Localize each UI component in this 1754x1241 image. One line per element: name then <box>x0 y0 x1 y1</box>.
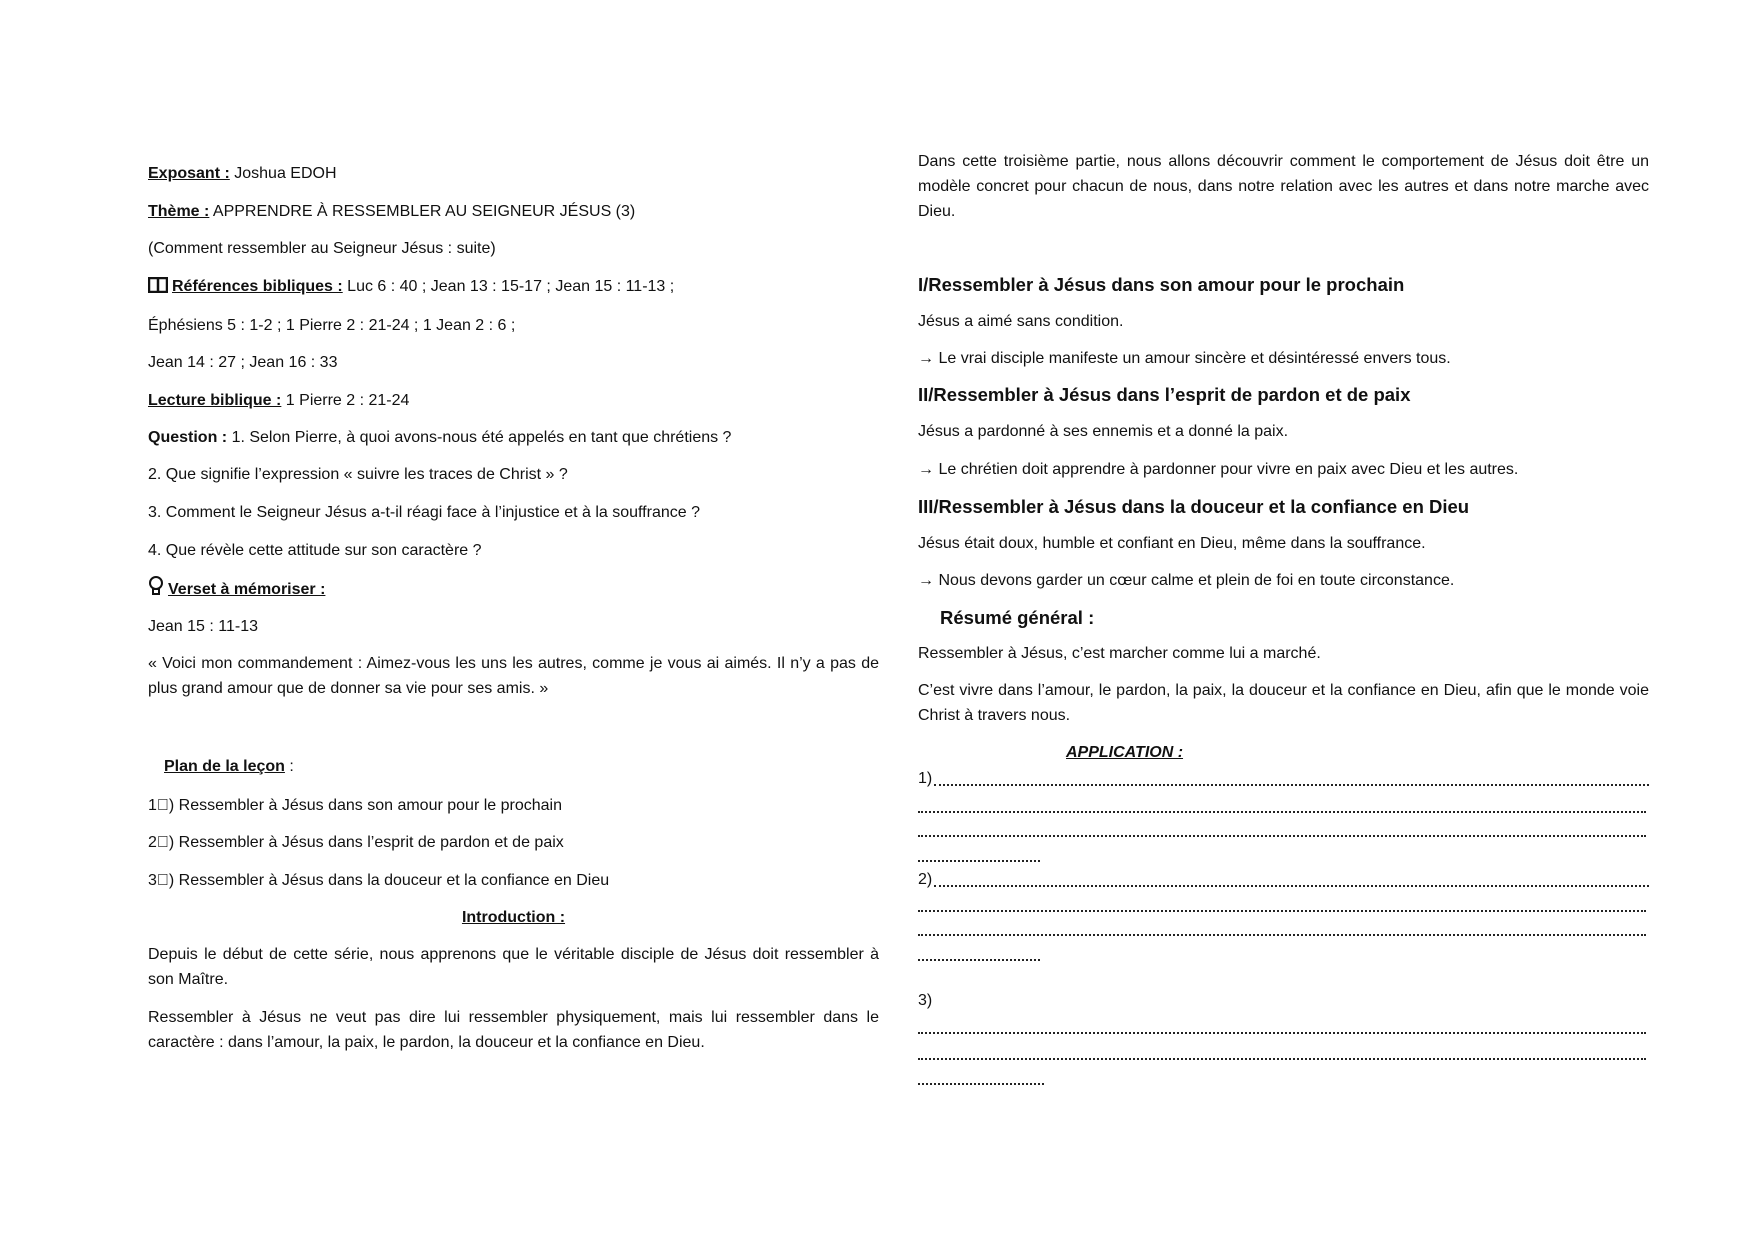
refs-3: Jean 14 : 27 ; Jean 16 : 33 <box>148 354 338 371</box>
question-line <box>148 425 879 450</box>
question-2: 2. Que signifie l’expression « suivre les traces de Christ » ? <box>148 466 568 483</box>
verset-ref: Jean 15 : 11-13 <box>148 618 259 635</box>
plan-item: 1⃣) Ressembler à Jésus dans son amour pour le prochain <box>148 797 562 814</box>
section-2-title: II/Ressembler à Jésus dans l’esprit de pardon et de paix <box>918 384 1411 405</box>
section-1-title: I/Ressembler à Jésus dans son amour pour le prochain <box>918 274 1405 295</box>
section-3-arrow: → Nous devons garder un cœur calme et plein de foi en toute circonstance. <box>918 572 1455 589</box>
answer-line[interactable] <box>918 892 1646 912</box>
intro-heading <box>148 905 879 930</box>
refs-line <box>148 274 879 299</box>
verset-text: « Voici mon commandement : Aimez-vous les uns les autres, comme je vous ai aimés. Il n’y a pas de plus grand amour que de donner sa vie pour ses amis. » <box>148 655 879 697</box>
answer-line[interactable] <box>918 842 1040 862</box>
answer-line[interactable] <box>918 1040 1646 1060</box>
section-1-arrow: → Le vrai disciple manifeste un amour sincère et désintéressé envers tous. <box>918 350 1451 367</box>
application-1-label: 1) <box>918 770 933 787</box>
section-2-text: Jésus a pardonné à ses ennemis et a donné la paix. <box>918 423 1289 440</box>
theme-label: Thème : <box>148 203 210 220</box>
plan-colon: : <box>289 758 294 775</box>
lecture-label: Lecture biblique : <box>148 392 282 409</box>
exposant-label: Exposant : <box>148 165 230 182</box>
answer-line[interactable] <box>934 766 1649 786</box>
answer-line[interactable] <box>934 867 1649 887</box>
exposant-value: Joshua EDOH <box>234 165 337 182</box>
intro-paragraph-2: Ressembler à Jésus ne veut pas dire lui ressembler physiquement, mais lui ressembler dans le caractère : dans l’amour, la paix, le pardon, la douceur et la confiance en Dieu. <box>148 1009 879 1051</box>
section-2-arrow: → Le chrétien doit apprendre à pardonner pour vivre en paix avec Dieu et les autres. <box>918 461 1519 478</box>
refs-label <box>148 278 343 295</box>
plan-label: Plan de la leçon <box>164 758 285 775</box>
section-3-text: Jésus était doux, humble et confiant en Dieu, même dans la souffrance. <box>918 535 1426 552</box>
verset-label: Verset à mémoriser : <box>168 581 326 598</box>
application-2-label: 2) <box>918 871 933 888</box>
resume-text-2: C’est vivre dans l’amour, le pardon, la paix, la douceur et la confiance en Dieu, afin que le monde voie Christ à travers nous. <box>918 682 1649 724</box>
section-3-title: III/Ressembler à Jésus dans la douceur et la confiance en Dieu <box>918 496 1470 517</box>
intro-paragraph-1: Depuis le début de cette série, nous apprenons que le véritable disciple de Jésus doit ressembler à son Maître. <box>148 946 879 988</box>
refs-2: Éphésiens 5 : 1-2 ; 1 Pierre 2 : 21-24 ; 1 Jean 2 : 6 ; <box>148 317 516 334</box>
lecture-value: 1 Pierre 2 : 21-24 <box>285 392 410 409</box>
answer-line[interactable] <box>918 817 1646 837</box>
subtitle: (Comment ressembler au Seigneur Jésus : suite) <box>148 240 496 257</box>
answer-line[interactable] <box>918 1065 1044 1085</box>
exposant-line <box>148 161 879 186</box>
answer-line[interactable] <box>918 941 1040 961</box>
application-label: APPLICATION : <box>1066 744 1184 761</box>
lightbulb-icon <box>148 576 164 596</box>
question-4: 4. Que révèle cette attitude sur son caractère ? <box>148 542 482 559</box>
lecture-line <box>148 388 879 413</box>
resume-title: Résumé général : <box>940 607 1095 628</box>
answer-line[interactable] <box>918 916 1646 936</box>
refs-1: Luc 6 : 40 ; Jean 13 : 15-17 ; Jean 15 : 11-13 ; <box>347 278 675 295</box>
application-3-label: 3) <box>918 992 933 1009</box>
question-3: 3. Comment le Seigneur Jésus a-t-il réagi face à l’injustice et à la souffrance ? <box>148 504 700 521</box>
book-icon <box>148 277 168 293</box>
answer-line[interactable] <box>918 793 1646 813</box>
part3-intro: Dans cette troisième partie, nous allons découvrir comment le comportement de Jésus doit être un modèle concret pour chacun de nous, dans notre relation avec les autres et dans notre marche avec Dieu. <box>918 153 1649 220</box>
question-1: 1. Selon Pierre, à quoi avons-nous été appelés en tant que chrétiens ? <box>231 429 732 446</box>
verset-heading <box>148 576 879 602</box>
question-label: Question : <box>148 429 228 446</box>
plan-item: 3⃣) Ressembler à Jésus dans la douceur et la confiance en Dieu <box>148 872 610 889</box>
theme-value: APPRENDRE À RESSEMBLER AU SEIGNEUR JÉSUS (3) <box>212 203 636 220</box>
refs-label-text: Références bibliques : <box>172 278 343 295</box>
answer-line[interactable] <box>918 1014 1646 1034</box>
plan-heading <box>148 754 895 779</box>
section-1-text: Jésus a aimé sans condition. <box>918 313 1124 330</box>
theme-line <box>148 199 879 224</box>
plan-item: 2⃣) Ressembler à Jésus dans l’esprit de pardon et de paix <box>148 834 564 851</box>
resume-text-1: Ressembler à Jésus, c’est marcher comme lui a marché. <box>918 645 1321 662</box>
intro-label: Introduction : <box>461 909 566 926</box>
